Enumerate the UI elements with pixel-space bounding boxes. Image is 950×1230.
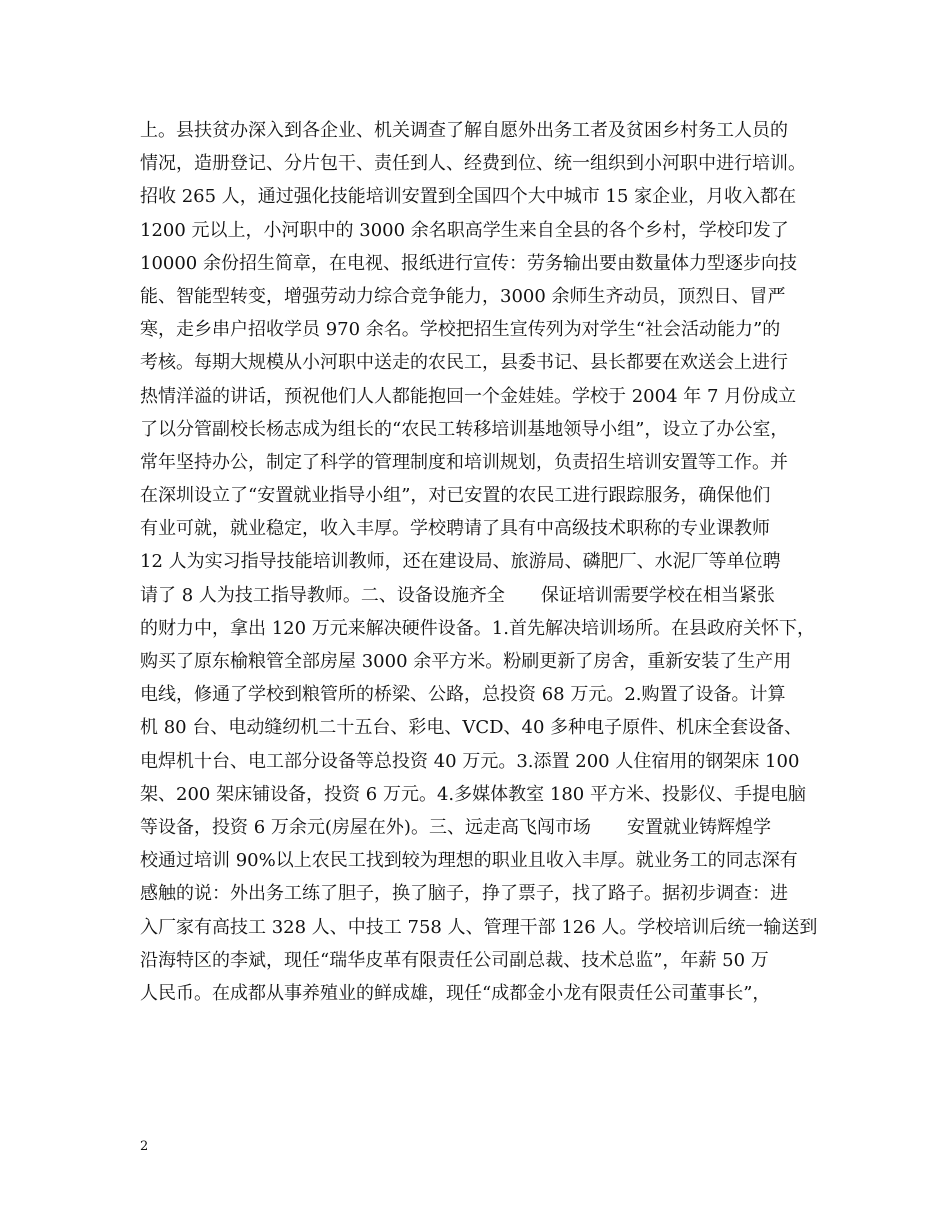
- text-line: 电线，修通了学校到粮管所的桥梁、公路，总投资 68 万元。2.购置了设备。计算: [140, 684, 786, 706]
- text-line: 上。县扶贫办深入到各企业、机关调查了解自愿外出务工者及贫困乡村务工人员的: [140, 120, 788, 141]
- text-line: 招收 265 人，通过强化技能培训安置到全国四个大中城市 15 家企业，月收入都在: [140, 186, 797, 208]
- text-line: 10000 余份招生简章，在电视、报纸进行宣传：劳务输出要由数量体力型逐步向技: [140, 252, 797, 274]
- text-line: 机 80 台、电动缝纫机二十五台、彩电、VCD、40 多种电子原件、机床全套设备、: [140, 717, 803, 739]
- text-line: 了以分管副校长杨志成为组长的“农民工转移培训基地领导小组”，设立了办公室，: [140, 418, 789, 440]
- section-heading-2: 请了 8 人为技工指导教师。二、设备设施齐全: [140, 584, 505, 606]
- text-line: 校通过培训 90%以上农民工找到较为理想的职业且收入丰厚。就业务工的同志深有: [140, 850, 798, 872]
- text-line: [140, 579, 830, 612]
- text-line: 能、智能型转变，增强劳动力综合竞争能力，3000 余师生齐动员，顶烈日、冒严: [140, 285, 786, 307]
- text-segment: 保证培训需要学校在相当紧张: [540, 584, 775, 606]
- text-line: 入厂家有高技工 328 人、中技工 758 人、管理干部 126 人。学校培训后统一输送到: [140, 916, 818, 938]
- text-line: 电焊机十台、电工部分设备等总投资 40 万元。3.添置 200 人住宿用的钢架床 100: [140, 750, 800, 772]
- text-line: 的财力中，拿出 120 万元来解决硬件设备。1.首先解决培训场所。在县政府关怀下，: [140, 617, 815, 639]
- text-line: 常年坚持办公，制定了科学的管理制度和培训规划，负责招生培训安置等工作。并: [140, 451, 788, 473]
- body-text: [140, 114, 830, 1010]
- text-segment: 安置就业铸辉煌学: [626, 816, 771, 838]
- text-line: 寒，走乡串户招收学员 970 余名。学校把招生宣传列为对学生“社会活动能力”的: [140, 319, 781, 341]
- text-line: 在深圳设立了“安置就业指导小组”，对已安置的农民工进行跟踪服务，确保他们: [140, 485, 771, 507]
- text-line: 12 人为实习指导技能培训教师，还在建设局、旅游局、磷肥厂、水泥厂等单位聘: [140, 551, 781, 573]
- text-line: 1200 元以上，小河职中的 3000 余名职高学生来自全县的各个乡村，学校印发了: [140, 219, 789, 241]
- page-number: 2: [140, 1139, 149, 1154]
- text-line: [140, 811, 830, 844]
- text-line: 感触的说：外出务工练了胆子，换了脑子，挣了票子，找了路子。据初步调查：进: [140, 883, 788, 905]
- text-line: 购买了原东榆粮管全部房屋 3000 余平方米。粉刷更新了房舍，重新安装了生产用: [140, 651, 792, 672]
- text-line: 架、200 架床铺设备，投资 6 万元。4.多媒体教室 180 平方米、投影仪、手提电脑: [140, 783, 806, 805]
- text-line: 考核。每期大规模从小河职中送走的农民工，县委书记、县长都要在欢送会上进行: [140, 352, 788, 374]
- text-line: 人民币。在成都从事养殖业的鲜成雄，现任“成都金小龙有限责任公司董事长”，: [140, 982, 771, 1004]
- text-line: 沿海特区的李斌，现任“瑞华皮革有限责任公司副总裁、技术总监”，年薪 50 万: [140, 949, 769, 971]
- text-line: 有业可就，就业稳定，收入丰厚。学校聘请了具有中高级技术职称的专业课教师: [140, 518, 770, 540]
- text-line: 热情洋溢的讲话，预祝他们人人都能抱回一个金娃娃。学校于 2004 年 7 月份成立: [140, 385, 797, 407]
- section-heading-3: 等设备，投资 6 万余元(房屋在外)。三、远走高飞闯市场: [140, 816, 591, 838]
- text-line: 情况，造册登记、分片包干、责任到人、经费到位、统一组织到小河职中进行培训。: [140, 153, 806, 175]
